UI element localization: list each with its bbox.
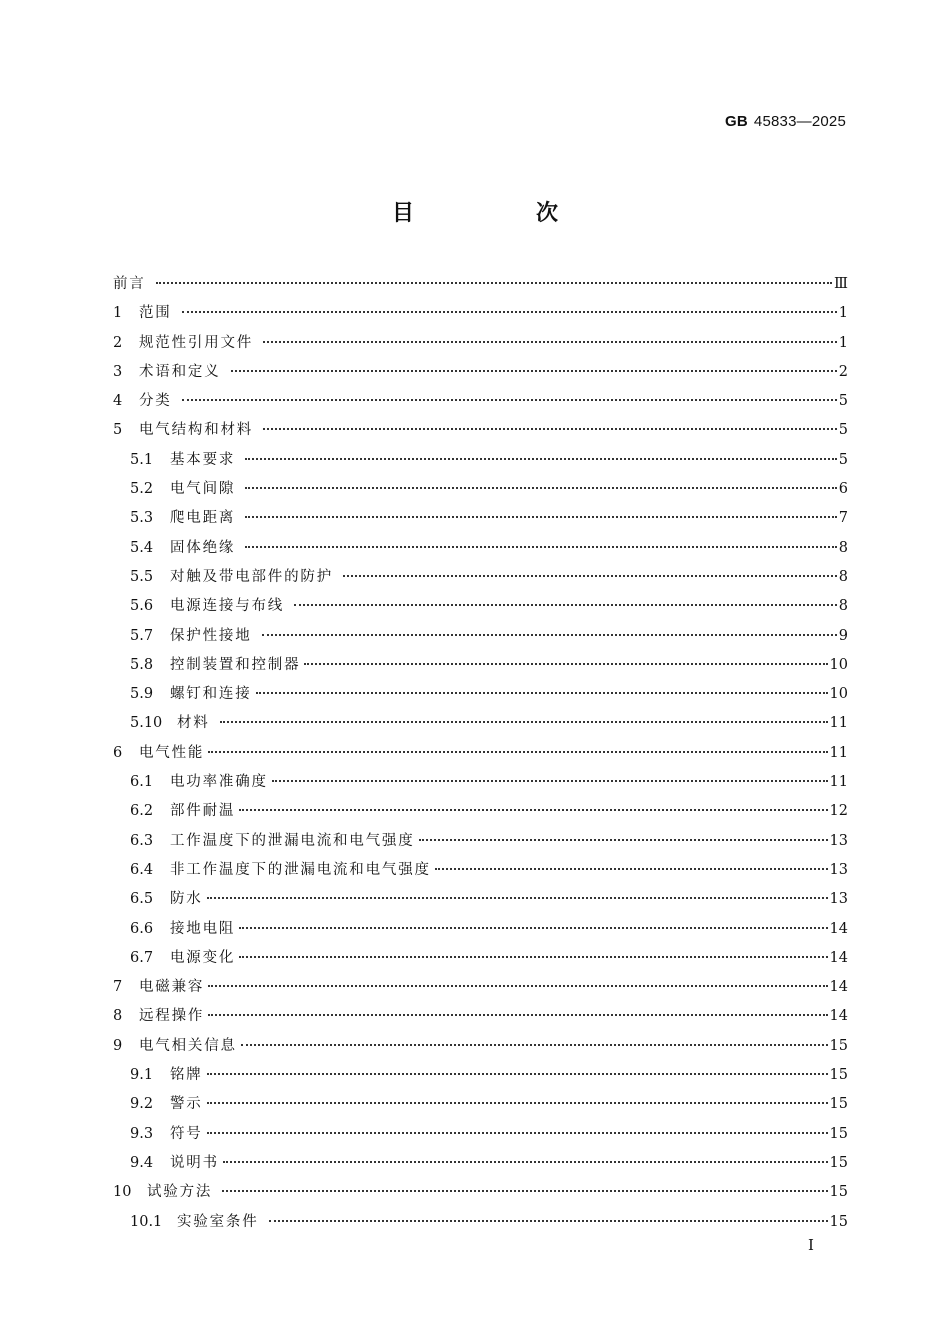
toc-dot-leader <box>220 721 828 723</box>
standard-number: 45833—2025 <box>753 113 846 130</box>
toc-entry-number: 6 <box>113 744 123 761</box>
toc-dot-leader <box>182 311 837 313</box>
toc-entry-page: 8 <box>838 539 848 556</box>
toc-entry[interactable] <box>113 329 848 358</box>
toc-entry-page: 15 <box>829 1037 848 1054</box>
toc-entry-number: 6.4 <box>130 861 154 878</box>
toc-dot-leader <box>435 868 828 870</box>
toc-dot-leader <box>245 516 837 518</box>
toc-entry-number: 5.9 <box>130 686 154 703</box>
toc-dot-leader <box>245 546 837 548</box>
toc-entry-label: 电气结构和材料 <box>139 422 254 439</box>
toc-entry-number: 10 <box>113 1184 132 1201</box>
toc-entry[interactable] <box>113 680 848 709</box>
toc-entry-number: 5.8 <box>130 656 154 673</box>
toc-entry-number: 5.5 <box>130 568 154 585</box>
toc-entry[interactable] <box>113 563 848 592</box>
toc-entry-number: 6.1 <box>130 774 154 791</box>
toc-entry-label: 实验室条件 <box>177 1213 259 1230</box>
toc-entry-label: 固体绝缘 <box>170 539 236 556</box>
toc-entry[interactable] <box>113 1149 848 1178</box>
toc-entry-label: 基本要求 <box>170 451 236 468</box>
toc-entry[interactable] <box>113 944 848 973</box>
toc-entry-page: 2 <box>838 363 848 380</box>
toc-dot-leader <box>269 1220 828 1222</box>
toc-entry-label: 电源连接与布线 <box>170 598 285 615</box>
toc-entry[interactable] <box>113 651 848 680</box>
toc-dot-leader <box>222 1190 827 1192</box>
toc-entry-label: 说明书 <box>170 1154 219 1171</box>
toc-entry[interactable] <box>113 416 848 445</box>
toc-dot-leader <box>245 458 837 460</box>
toc-entry-number: 9.2 <box>130 1096 154 1113</box>
toc-entry[interactable] <box>113 827 848 856</box>
toc-dot-leader <box>343 575 837 577</box>
toc-entry-page: 15 <box>829 1184 848 1201</box>
toc-dot-leader <box>156 282 832 284</box>
toc-dot-leader <box>239 927 827 929</box>
toc-entry[interactable] <box>113 915 848 944</box>
toc-entry-page: 5 <box>838 451 848 468</box>
toc-entry-page: 13 <box>829 861 848 878</box>
toc-entry-label: 非工作温度下的泄漏电流和电气强度 <box>170 861 431 878</box>
toc-dot-leader <box>182 399 837 401</box>
toc-entry[interactable] <box>113 768 848 797</box>
toc-entry-page: 14 <box>829 979 848 996</box>
toc-entry-label: 部件耐温 <box>170 803 236 820</box>
toc-entry[interactable] <box>113 973 848 1002</box>
toc-entry[interactable] <box>113 387 848 416</box>
toc-entry[interactable] <box>113 1208 848 1237</box>
toc-entry-page: 5 <box>838 393 848 410</box>
page-number: Ⅰ <box>808 1236 814 1254</box>
toc-entry-label: 警示 <box>170 1096 203 1113</box>
toc-entry-label: 对触及带电部件的防护 <box>170 568 333 585</box>
toc-entry-label: 电气相关信息 <box>139 1037 237 1054</box>
toc-entry[interactable] <box>113 446 848 475</box>
toc-dot-leader <box>256 692 828 694</box>
toc-entry-number: 6.2 <box>130 803 154 820</box>
toc-dot-leader <box>239 956 827 958</box>
toc-entry-number: 5.4 <box>130 539 154 556</box>
standard-code <box>725 113 846 130</box>
toc-entry-number: 5.3 <box>130 510 154 527</box>
toc-entry-number: 8 <box>113 1008 123 1025</box>
toc-entry-label: 分类 <box>139 393 172 410</box>
toc-dot-leader <box>223 1161 828 1163</box>
toc-entry-label: 爬电距离 <box>170 510 236 527</box>
toc-entry[interactable] <box>113 1090 848 1119</box>
toc-entry-page: 14 <box>829 920 848 937</box>
toc-dot-leader <box>304 663 827 665</box>
toc-dot-leader <box>231 370 837 372</box>
toc-entry[interactable] <box>113 299 848 328</box>
toc-entry-number: 5.1 <box>130 451 154 468</box>
toc-dot-leader <box>208 751 827 753</box>
toc-entry[interactable] <box>113 797 848 826</box>
toc-entry-label: 电功率准确度 <box>170 774 268 791</box>
toc-entry[interactable] <box>113 622 848 651</box>
toc-entry-number: 9 <box>113 1037 123 1054</box>
toc-entry-label: 防水 <box>170 891 203 908</box>
toc-entry-label: 材料 <box>177 715 210 732</box>
toc-entry-number: 2 <box>113 334 123 351</box>
toc-entry[interactable] <box>113 885 848 914</box>
page-title: 目 次 <box>391 201 608 226</box>
toc-dot-leader <box>207 1132 828 1134</box>
toc-entry-number: 7 <box>113 979 123 996</box>
toc-entry-page: 15 <box>829 1096 848 1113</box>
toc-entry-label: 规范性引用文件 <box>139 334 254 351</box>
toc-dot-leader <box>294 604 837 606</box>
toc-dot-leader <box>245 487 837 489</box>
toc-entry[interactable] <box>113 270 848 299</box>
toc-entry-number: 9.3 <box>130 1125 154 1142</box>
toc-entry-number: 4 <box>113 393 123 410</box>
table-of-contents <box>113 270 848 1237</box>
standard-prefix: GB <box>725 113 748 130</box>
toc-dot-leader <box>208 985 827 987</box>
toc-entry-page: 5 <box>838 422 848 439</box>
toc-entry[interactable] <box>113 739 848 768</box>
toc-entry-page: 11 <box>829 715 848 732</box>
toc-entry-number: 5.7 <box>130 627 154 644</box>
toc-entry[interactable] <box>113 1002 848 1031</box>
toc-entry-page: 8 <box>838 568 848 585</box>
toc-entry-number: 5.2 <box>130 481 154 498</box>
toc-entry-page: Ⅲ <box>834 276 848 292</box>
toc-entry[interactable] <box>113 1178 848 1207</box>
toc-entry-number: 10.1 <box>130 1213 163 1230</box>
toc-entry-number: 6.5 <box>130 891 154 908</box>
toc-entry-label: 接地电阻 <box>170 920 236 937</box>
toc-entry-label: 电磁兼容 <box>139 979 205 996</box>
toc-entry[interactable] <box>113 1032 848 1061</box>
toc-entry-number: 5 <box>113 422 123 439</box>
toc-entry[interactable] <box>113 592 848 621</box>
toc-entry-page: 15 <box>829 1067 848 1084</box>
toc-entry-page: 8 <box>838 598 848 615</box>
toc-entry-number: 9.4 <box>130 1154 154 1171</box>
toc-entry-page: 13 <box>829 891 848 908</box>
toc-entry[interactable] <box>113 1061 848 1090</box>
toc-dot-leader <box>207 1073 828 1075</box>
toc-dot-leader <box>263 428 837 430</box>
toc-entry[interactable] <box>113 358 848 387</box>
toc-dot-leader <box>272 780 828 782</box>
toc-entry-label: 试验方法 <box>147 1184 213 1201</box>
toc-entry-number: 6.7 <box>130 949 154 966</box>
toc-entry-page: 14 <box>829 1008 848 1025</box>
toc-entry-page: 11 <box>829 774 848 791</box>
toc-entry-label: 控制装置和控制器 <box>170 656 301 673</box>
toc-entry-page: 15 <box>829 1213 848 1230</box>
toc-entry-page: 13 <box>829 832 848 849</box>
toc-entry-label: 范围 <box>139 305 172 322</box>
toc-entry-page: 9 <box>838 627 848 644</box>
toc-entry-number: 5.10 <box>130 715 163 732</box>
toc-entry-label: 电气性能 <box>139 744 205 761</box>
toc-entry-number: 6.3 <box>130 832 154 849</box>
toc-entry-page: 6 <box>838 481 848 498</box>
toc-entry-label: 符号 <box>170 1125 203 1142</box>
toc-entry-label: 电气间隙 <box>170 481 236 498</box>
toc-entry-page: 1 <box>838 305 848 322</box>
toc-dot-leader <box>419 839 828 841</box>
toc-entry-label: 保护性接地 <box>170 627 252 644</box>
toc-dot-leader <box>262 634 837 636</box>
toc-dot-leader <box>208 1014 827 1016</box>
toc-entry-page: 15 <box>829 1154 848 1171</box>
toc-entry-page: 10 <box>829 656 848 673</box>
toc-entry-label: 工作温度下的泄漏电流和电气强度 <box>170 832 415 849</box>
toc-entry-page: 10 <box>829 686 848 703</box>
toc-entry-label: 电源变化 <box>170 949 236 966</box>
toc-entry-label: 铭牌 <box>170 1067 203 1084</box>
toc-dot-leader <box>239 809 827 811</box>
toc-entry[interactable] <box>113 709 848 738</box>
toc-entry-label: 螺钉和连接 <box>170 686 252 703</box>
toc-dot-leader <box>207 897 828 899</box>
toc-entry-label: 前言 <box>113 276 146 292</box>
toc-entry-number: 9.1 <box>130 1067 154 1084</box>
toc-entry-number: 6.6 <box>130 920 154 937</box>
toc-entry-page: 12 <box>829 803 848 820</box>
toc-entry-label: 术语和定义 <box>139 363 221 380</box>
toc-entry[interactable] <box>113 475 848 504</box>
toc-dot-leader <box>241 1044 828 1046</box>
toc-entry-number: 5.6 <box>130 598 154 615</box>
toc-dot-leader <box>263 341 837 343</box>
toc-entry[interactable] <box>113 1120 848 1149</box>
toc-entry-page: 14 <box>829 949 848 966</box>
toc-entry-number: 1 <box>113 305 123 322</box>
toc-entry[interactable] <box>113 504 848 533</box>
toc-entry-page: 15 <box>829 1125 848 1142</box>
toc-entry-page: 1 <box>838 334 848 351</box>
toc-entry-label: 远程操作 <box>139 1008 205 1025</box>
toc-entry-page: 7 <box>838 510 848 527</box>
toc-dot-leader <box>207 1102 828 1104</box>
toc-entry[interactable] <box>113 534 848 563</box>
toc-entry-number: 3 <box>113 363 123 380</box>
toc-entry[interactable] <box>113 856 848 885</box>
toc-entry-page: 11 <box>829 744 848 761</box>
